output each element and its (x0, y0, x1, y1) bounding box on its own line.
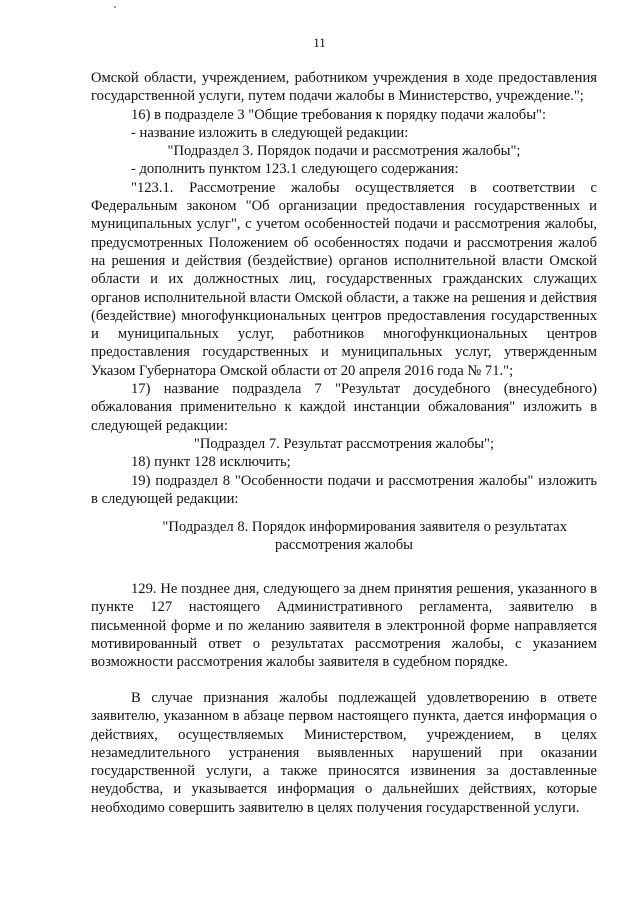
paragraph-satisfaction-case: В случае признания жалобы подлежащей удовлетворению в ответе заявителю, указанном в абзаце первом настоящего пункта, дается информация о действиях, осуществляемых Министерством, учреждением, в целях незамедлительного устранения выявленных нарушений при оказании государственной услуги, а также приносятся извинения за доставленные неудобства, и указывается информация о дальнейших действиях, которые необходимо совершить заявителю в целях получения государственной услуги. (91, 690, 597, 816)
section-129-continued (91, 689, 597, 817)
paragraph-item-16: 16) в подразделе 3 "Общие требования к порядку подачи жалобы": (131, 106, 547, 123)
paragraph-rename-instruction: - название изложить в следующей редакции: (131, 124, 409, 141)
heading-line-1: "Подраздел 8. Порядок информирования заявителя о результатах (162, 519, 567, 535)
subsection-8-heading (91, 518, 597, 555)
paragraph-add-instruction: - дополнить пунктом 123.1 следующего содержания: (131, 161, 459, 178)
paragraph-123-1: "123.1. Рассмотрение жалобы осуществляется в соответствии с Федеральным законом "Об организации предоставления государственных и муниципальных услуг", с учетом особенностей подачи и рассмотрения жалобы, предусмотренных Положением об особенностях подачи и рассмотрения жалоб на решения и действия (бездействие) органов исполнительной власти Омской области и их должностных лиц, государственных гражданских служащих органов исполнительной власти Омской области, а также на решения и действия (бездействие) многофункциональных центров предоставления государственных и муниципальных услуг, работников многофункциональных центров предоставления государственных и муниципальных услуг, утвержденным Указом Губернатора Омской области от 20 апреля 2016 года № 71."; (91, 179, 597, 379)
paragraph-new-title-3: "Подраздел 3. Порядок подачи и рассмотрения жалобы"; (167, 143, 521, 160)
section-129 (91, 580, 597, 671)
page-number: 11 (313, 35, 326, 50)
heading-line-2: рассмотрения жалобы (275, 537, 413, 554)
paragraph-item-18: 18) пункт 128 исключить; (131, 454, 291, 471)
paragraph-continuation: Омской области, учреждением, работником учреждения в ходе предоставления государственной услуги, путем подачи жалобы в Министерство, учреждение."; (91, 70, 597, 105)
paragraph-129: 129. Не позднее дня, следующего за днем принятия решения, указанного в пункте 127 настоящего Административного регламента, заявителю в письменной форме и по желанию заявителя в электронной форме направляется мотивированный ответ о результатах рассмотрения жалобы, с указанием возможности рассмотрения жалобы заявителя в судебном порядке. (91, 581, 597, 671)
paragraph-item-19: 19) подраздел 8 "Особенности подачи и рассмотрения жалобы" изложить в следующей редакции: (91, 472, 597, 507)
scan-speck (114, 6, 116, 8)
paragraph-item-17: 17) название подраздела 7 "Результат досудебного (внесудебного) обжалования применительно к каждой инстанции обжалования" изложить в следующей редакции: (91, 381, 597, 434)
paragraph-new-title-7: "Подраздел 7. Результат рассмотрения жалобы"; (193, 435, 495, 452)
amendments-block (91, 69, 597, 508)
